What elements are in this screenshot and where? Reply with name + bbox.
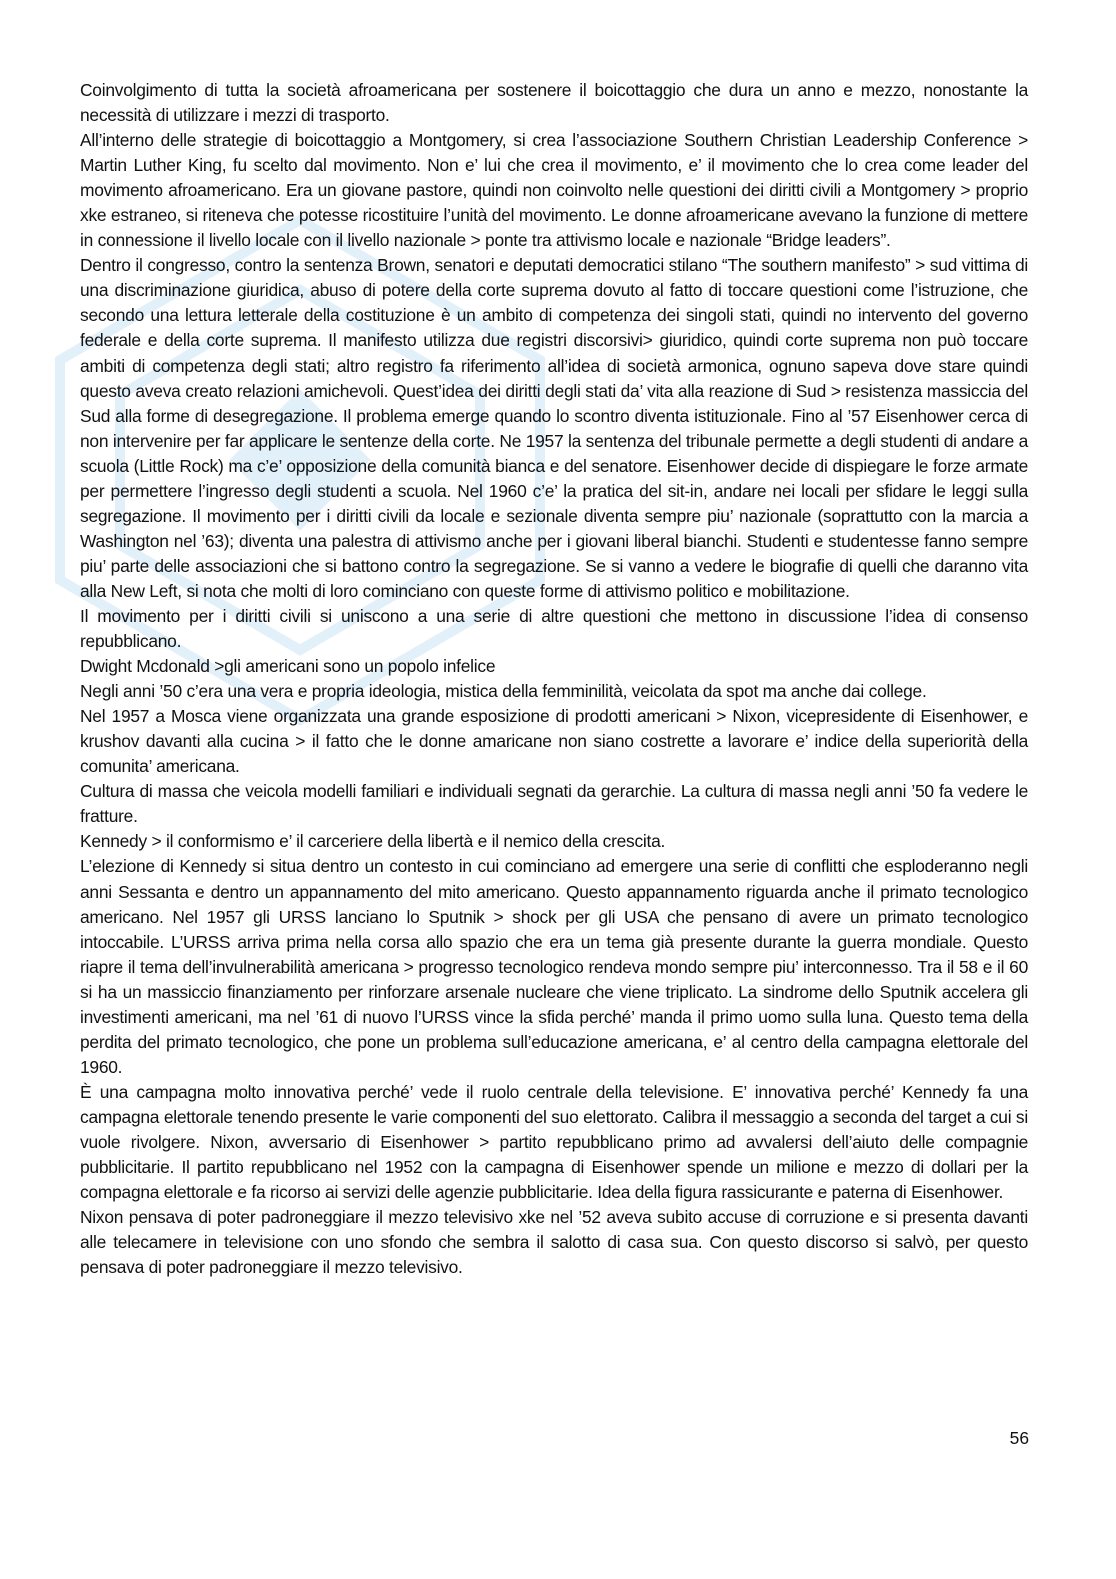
paragraph: Dentro il congresso, contro la sentenza Brown, senatori e deputati democratici stilano “The southern manifesto” > sud vittima di una discriminazione giuridica, abuso di potere della corte suprema dovuto al fatto di toccare questioni come l’istruzione, che secondo una lettura letterale della costituzione è un ambito di competenza dei singoli stati, quindi no intervento del governo federale e della corte suprema. Il manifesto utilizza due registri discorsivi> giuridico, quindi corte suprema non può toccare ambiti di competenza degli stati; altro registro fa riferimento all’idea di società armonica, ognuno sapeva dove stare quindi questo aveva creato relazioni amichevoli. Quest’idea dei diritti degli stati da’ vita alla reazione di Sud > resistenza massiccia del Sud alla forme di desegregazione. Il problema emerge quando lo scontro diventa istituzionale. Fino al ’57 Eisenhower cerca di non intervenire per far applicare le sentenze della corte. Ne 1957 la sentenza del tribunale permette a degli studenti di andare a scuola (Little Rock) ma c’e’ opposizione della comunità bianca e del senatore. Eisenhower decide di dispiegare le forze armate per permettere l’ingresso degli studenti a scuola. Nel 1960 c’e’ la pratica del sit-in, andare nei locali per sfidare le leggi sulla segregazione. Il movimento per i diritti civili da locale e sezionale diventa sempre piu’ nazionale (soprattutto con la marcia a Washington nel ’63); diventa una palestra di attivismo anche per i giovani liberal bianchi. Studenti e studentesse fanno sempre piu’ parte delle associazioni che si battono contro la segregazione. Se si vanno a vedere le biografie di quelli che daranno vita alla New Left, si nota che molti di loro cominciano con queste forme di attivismo politico e mobilitazione. [80, 255, 1028, 601]
paragraph: Cultura di massa che veicola modelli familiari e individuali segnati da gerarchie. La cultura di massa negli anni ’50 fa vedere le fratture. [80, 781, 1028, 827]
page-number: 56 [1009, 1428, 1029, 1448]
paragraph: Negli anni ’50 c’era una vera e propria ideologia, mistica della femminilità, veicolata da spot ma anche dai college. [80, 681, 927, 702]
paragraph: Nixon pensava di poter padroneggiare il mezzo televisivo xke nel ’52 aveva subito accuse di corruzione e si presenta davanti alle telecamere in televisione con uno sfondo che sembra il salotto di casa sua. Con questo discorso si salvò, per questo pensava di poter padroneggiare il mezzo televisivo. [80, 1207, 1028, 1278]
document-body [80, 78, 1028, 1280]
paragraph: Il movimento per i diritti civili si uniscono a una serie di altre questioni che mettono in discussione l’idea di consenso repubblicano. [80, 605, 1028, 652]
paragraph: L’elezione di Kennedy si situa dentro un contesto in cui cominciano ad emergere una serie di conflitti che esploderanno negli anni Sessanta e dentro un appannamento del mito americano. Questo appannamento riguarda anche il primato tecnologico americano. Nel 1957 gli URSS lanciano lo Sputnik > shock per gli USA che pensano di avere un primato tecnologico intoccabile. L’URSS arriva prima nella corsa allo spazio che era un tema già presente durante la guerra mondiale. Questo riapre il tema dell’invulnerabilità americana > progresso tecnologico rendeva mondo sempre piu’ interconnesso. Tra il 58 e il 60 si ha un massiccio finanziamento per rinforzare arsenale nucleare che viene triplicato. La sindrome dello Sputnik accelera gli investimenti americani, ma nel ’61 di nuovo l’URSS vince la sfida perché’ manda il primo uomo sulla luna. Questo tema della perdita del primato tecnologico, che pone un problema sull’educazione americana, e’ al centro della campagna elettorale del 1960. [80, 856, 1028, 1077]
paragraph: Coinvolgimento di tutta la società afroamericana per sostenere il boicottaggio che dura un anno e mezzo, nonostante la necessità di utilizzare i mezzi di trasporto. [80, 80, 1028, 126]
paragraph: Kennedy > il conformismo e’ il carceriere della libertà e il nemico della crescita. [80, 831, 666, 852]
paragraph: Nel 1957 a Mosca viene organizzata una grande esposizione di prodotti americani > Nixon, vicepresidente di Eisenhower, e krushov davanti alla cucina > il fatto che le donne amaricane non siano costrette a lavorare e’ indice della superiorità della comunita’ americana. [80, 706, 1028, 777]
paragraph: È una campagna molto innovativa perché’ vede il ruolo centrale della televisione. E’ innovativa perché’ Kennedy fa una campagna elettorale tenendo presente le varie componenti del suo elettorato. Calibra il messaggio a seconda del target a cui si vuole rivolgere. Nixon, avversario di Eisenhower > partito repubblicano primo ad avvalersi dell’aiuto delle compagnie pubblicitarie. Il partito repubblicano nel 1952 con la campagna di Eisenhower spende un milione e mezzo di dollari per la compagna elettorale e fa ricorso ai servizi delle agenzie pubblicitarie. Idea della figura rassicurante e paterna di Eisenhower. [80, 1081, 1028, 1203]
paragraph: Dwight Mcdonald >gli americani sono un popolo infelice [80, 656, 496, 677]
paragraph: All’interno delle strategie di boicottaggio a Montgomery, si crea l’associazione Southern Christian Leadership Conference > Martin Luther King, fu scelto dal movimento. Non e’ lui che crea il movimento, e’ il movimento che lo crea come leader del movimento afroamericano. Era un giovane pastore, quindi non coinvolto nelle questioni dei diritti civili a Montgomery > proprio xke estraneo, si riteneva che potesse ricostituire l’unità del movimento. Le donne afroamericane avevano la funzione di mettere in connessione il livello locale con il livello nazionale > ponte tra attivismo locale e nazionale “Bridge leaders”. [80, 130, 1028, 251]
